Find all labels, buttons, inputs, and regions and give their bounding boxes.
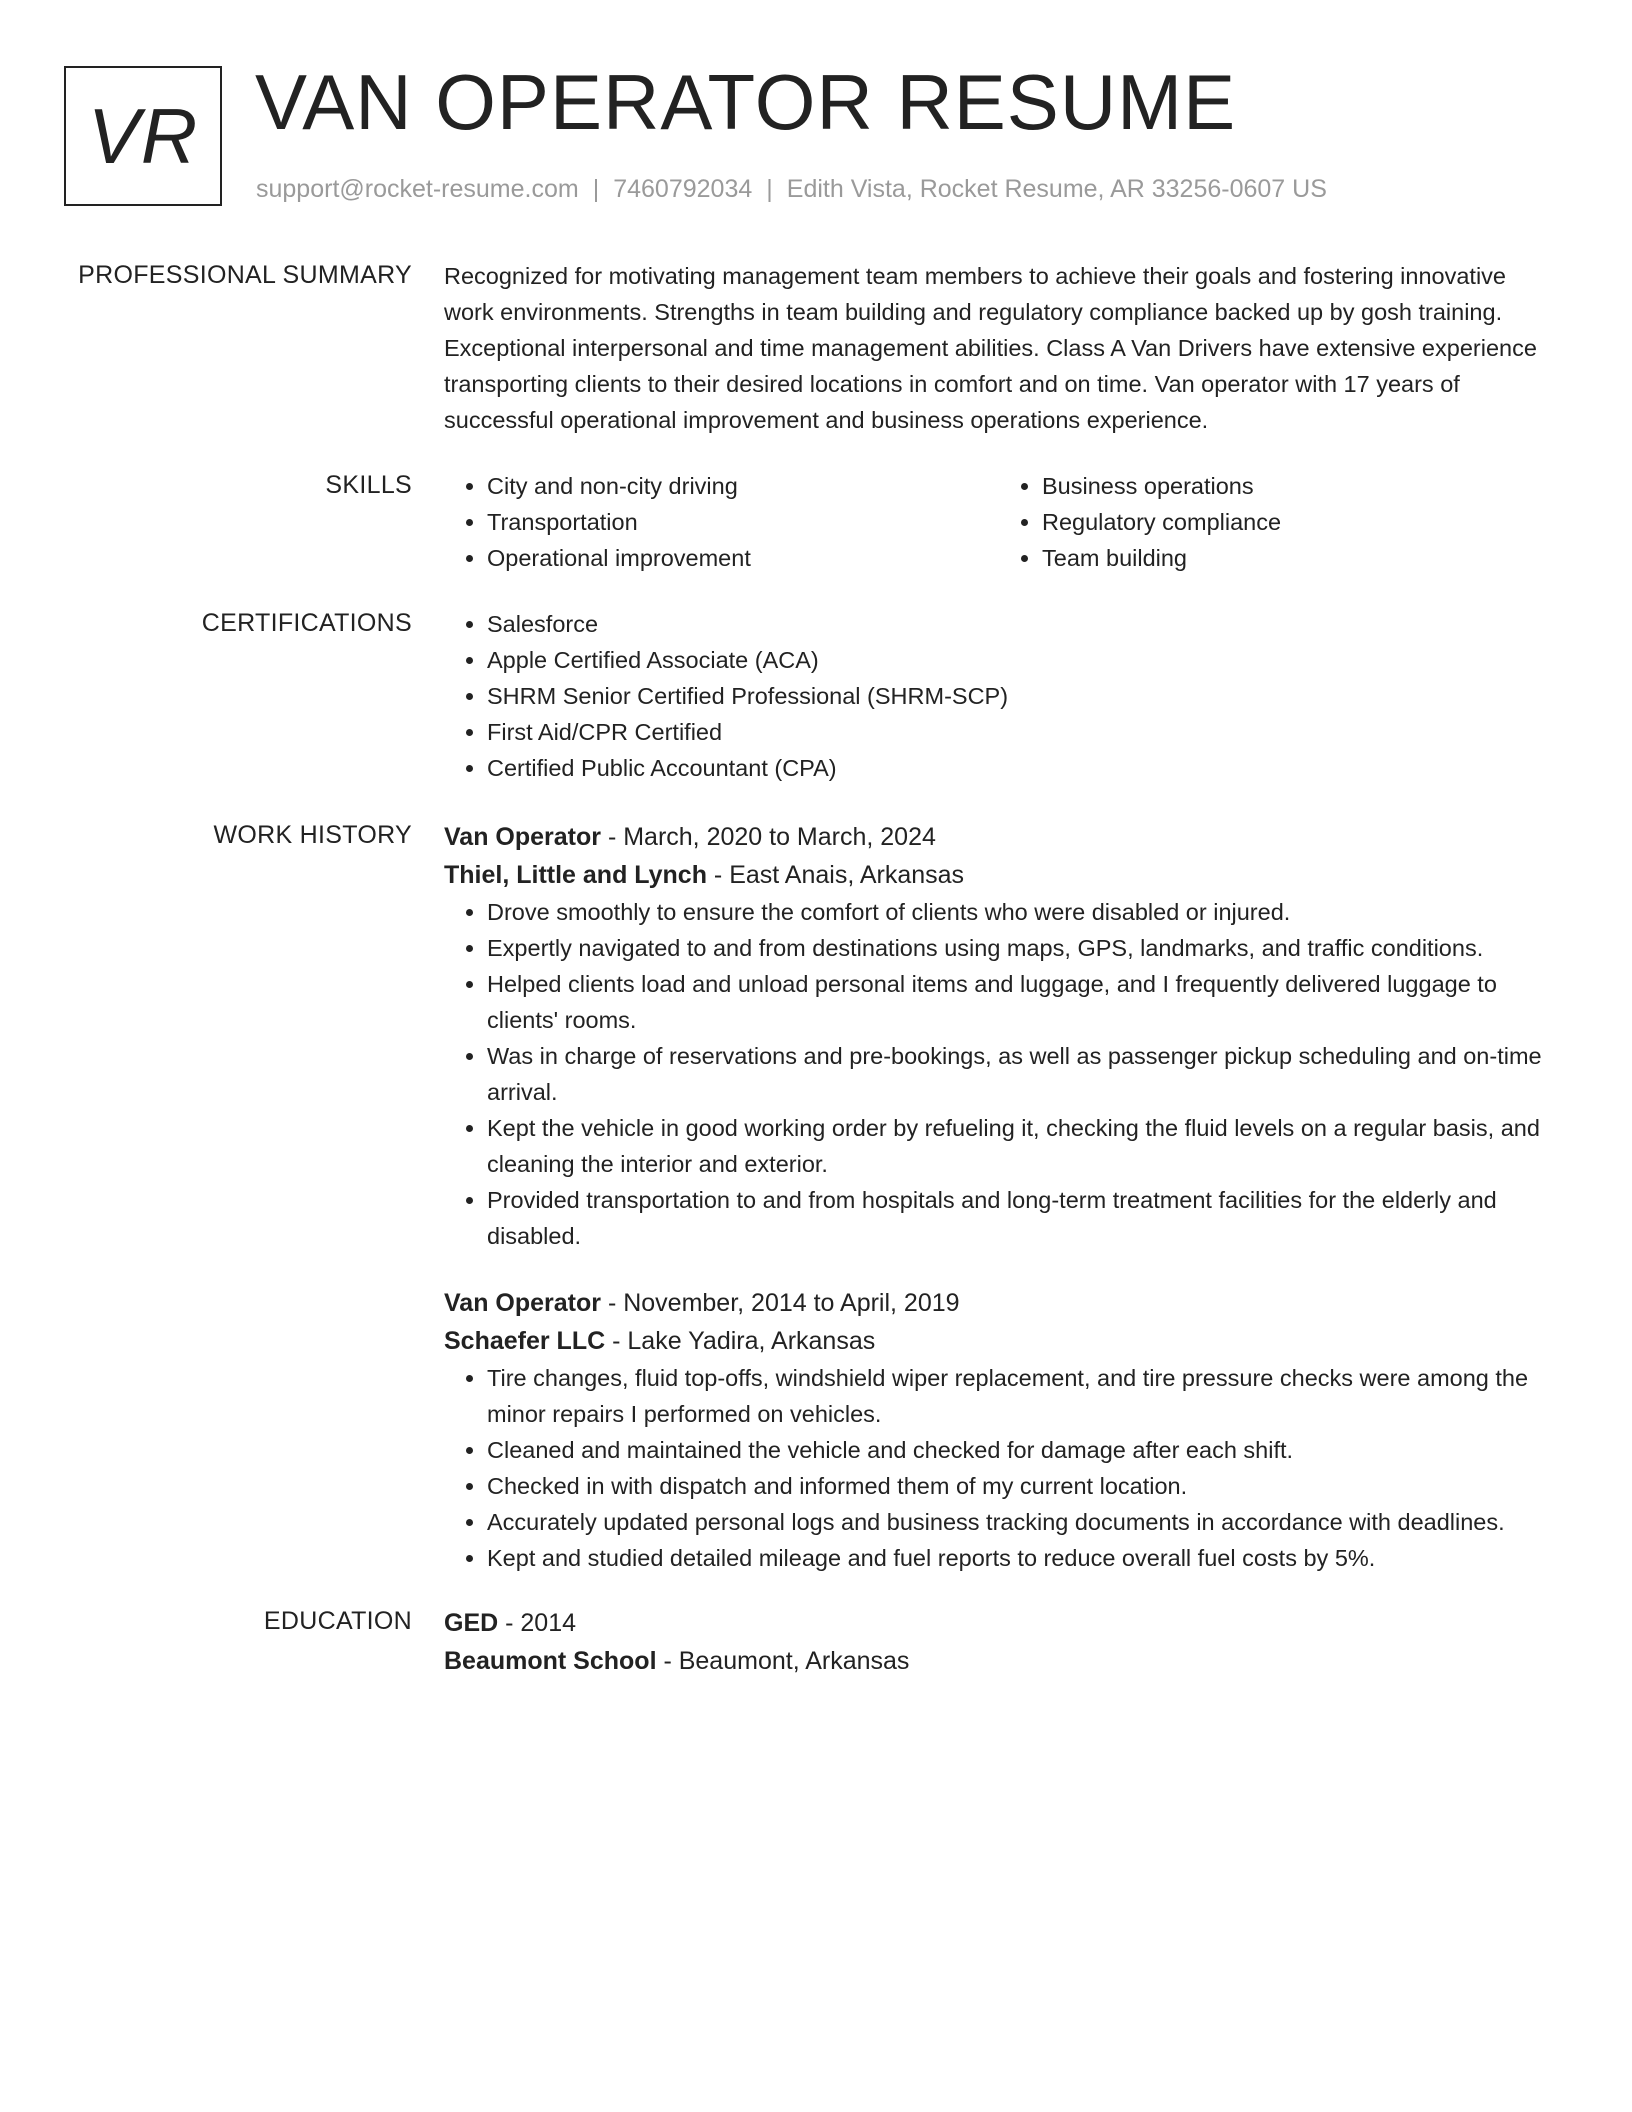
skill-item: • Operational improvement xyxy=(487,540,999,576)
certification-item: • Salesforce xyxy=(487,606,1554,642)
resume-title: VAN OPERATOR RESUME xyxy=(255,58,1237,146)
job-title-line xyxy=(444,818,1554,856)
job-duties-list xyxy=(444,894,1554,1254)
job-duty-item: • Kept the vehicle in good working order by refueling it, checking the fluid levels on a regular basis, and cleaning the interior and exterior. xyxy=(487,1110,1554,1182)
contact-address: Edith Vista, Rocket Resume, AR 33256-0607 US xyxy=(786,175,1327,203)
job-entry xyxy=(444,818,1554,1254)
summary-body xyxy=(444,258,1554,438)
job-duty-item: • Drove smoothly to ensure the comfort of clients who were disabled or injured. xyxy=(487,894,1554,930)
certifications-list xyxy=(444,606,1554,786)
certifications-section xyxy=(0,606,1632,786)
job-duties-list xyxy=(444,1360,1554,1576)
contact-email[interactable]: support@rocket-resume.com xyxy=(256,175,579,203)
certification-item: • Certified Public Accountant (CPA) xyxy=(487,750,1554,786)
skill-item: • Team building xyxy=(1042,540,1554,576)
job-dates: - March, 2020 to March, 2024 xyxy=(601,823,936,851)
education-year: - 2014 xyxy=(498,1609,577,1637)
skills-grid xyxy=(444,468,1554,576)
contact-line xyxy=(256,172,1327,206)
job-duty-item: • Was in charge of reservations and pre-bookings, as well as passenger pickup scheduling and on-time arrival. xyxy=(487,1038,1554,1110)
skill-item: • City and non-city driving xyxy=(487,468,999,504)
work-history-body xyxy=(444,818,1554,1576)
job-duty-item: • Tire changes, fluid top-offs, windshield wiper replacement, and tire pressure checks were among the minor repairs I performed on vehicles. xyxy=(487,1360,1554,1432)
education-body xyxy=(444,1604,1554,1680)
skills-list-left xyxy=(444,468,999,576)
skill-item: • Transportation xyxy=(487,504,999,540)
contact-separator: | xyxy=(766,175,773,203)
summary-section xyxy=(0,258,1632,438)
work-history-section xyxy=(0,818,1632,1576)
job-company-line xyxy=(444,856,1554,894)
section-heading: EDUCATION xyxy=(263,1607,412,1635)
monogram-box xyxy=(64,66,222,206)
skills-section xyxy=(0,468,1632,576)
certification-item: • First Aid/CPR Certified xyxy=(487,714,1554,750)
education-location: - Beaumont, Arkansas xyxy=(656,1647,910,1675)
resume-sections xyxy=(0,258,1632,1680)
job-location: - East Anais, Arkansas xyxy=(706,861,965,889)
job-duty-item: • Accurately updated personal logs and business tracking documents in accordance with deadlines. xyxy=(487,1504,1554,1540)
job-company: Thiel, Little and Lynch xyxy=(444,861,707,889)
education-school: Beaumont School xyxy=(444,1647,657,1675)
contact-separator: | xyxy=(592,175,600,203)
summary-text: Recognized for motivating management team members to achieve their goals and fostering innovative work environments. Strengths in team building and regulatory compliance backed up by gosh training. Exceptional interpersonal and time management abilities. Class A Van Drivers have extensive experience transporting clients to their desired locations in comfort and on time. Van operator with 17 years of successful operational improvement and business operations experience. xyxy=(444,263,1537,433)
job-duty-item: • Kept and studied detailed mileage and fuel reports to reduce overall fuel costs by 5%. xyxy=(487,1540,1554,1576)
job-duty-item: • Helped clients load and unload personal items and luggage, and I frequently delivered luggage to clients' rooms. xyxy=(487,966,1554,1038)
job-dates: - November, 2014 to April, 2019 xyxy=(601,1289,960,1317)
skills-list-right xyxy=(999,468,1554,576)
job-duty-item: • Provided transportation to and from hospitals and long-term treatment facilities for the elderly and disabled. xyxy=(487,1182,1554,1254)
job-company-line xyxy=(444,1322,1554,1360)
section-heading: PROFESSIONAL SUMMARY xyxy=(78,261,412,289)
job-entry xyxy=(444,1284,1554,1576)
education-section xyxy=(0,1604,1632,1680)
skill-item: • Business operations xyxy=(1042,468,1554,504)
job-title: Van Operator xyxy=(444,1289,601,1317)
section-heading: WORK HISTORY xyxy=(213,821,412,849)
skill-item: • Regulatory compliance xyxy=(1042,504,1554,540)
monogram-initials: VR xyxy=(87,91,199,180)
section-heading: CERTIFICATIONS xyxy=(201,609,412,637)
job-duty-item: • Checked in with dispatch and informed them of my current location. xyxy=(487,1468,1554,1504)
certification-item: • SHRM Senior Certified Professional (SHRM-SCP) xyxy=(487,678,1554,714)
contact-phone[interactable]: 7460792034 xyxy=(613,175,753,203)
section-heading: SKILLS xyxy=(325,471,412,499)
certifications-body xyxy=(444,606,1554,786)
education-degree-line xyxy=(444,1604,1554,1642)
job-title-line xyxy=(444,1284,1554,1322)
job-title: Van Operator xyxy=(444,823,601,851)
job-duty-item: • Expertly navigated to and from destinations using maps, GPS, landmarks, and traffic conditions. xyxy=(487,930,1554,966)
job-duty-item: • Cleaned and maintained the vehicle and checked for damage after each shift. xyxy=(487,1432,1554,1468)
job-company: Schaefer LLC xyxy=(444,1327,606,1355)
certification-item: • Apple Certified Associate (ACA) xyxy=(487,642,1554,678)
education-school-line xyxy=(444,1642,1554,1680)
education-degree: GED xyxy=(444,1609,499,1637)
skills-body xyxy=(444,468,1554,576)
job-location: - Lake Yadira, Arkansas xyxy=(605,1327,876,1355)
